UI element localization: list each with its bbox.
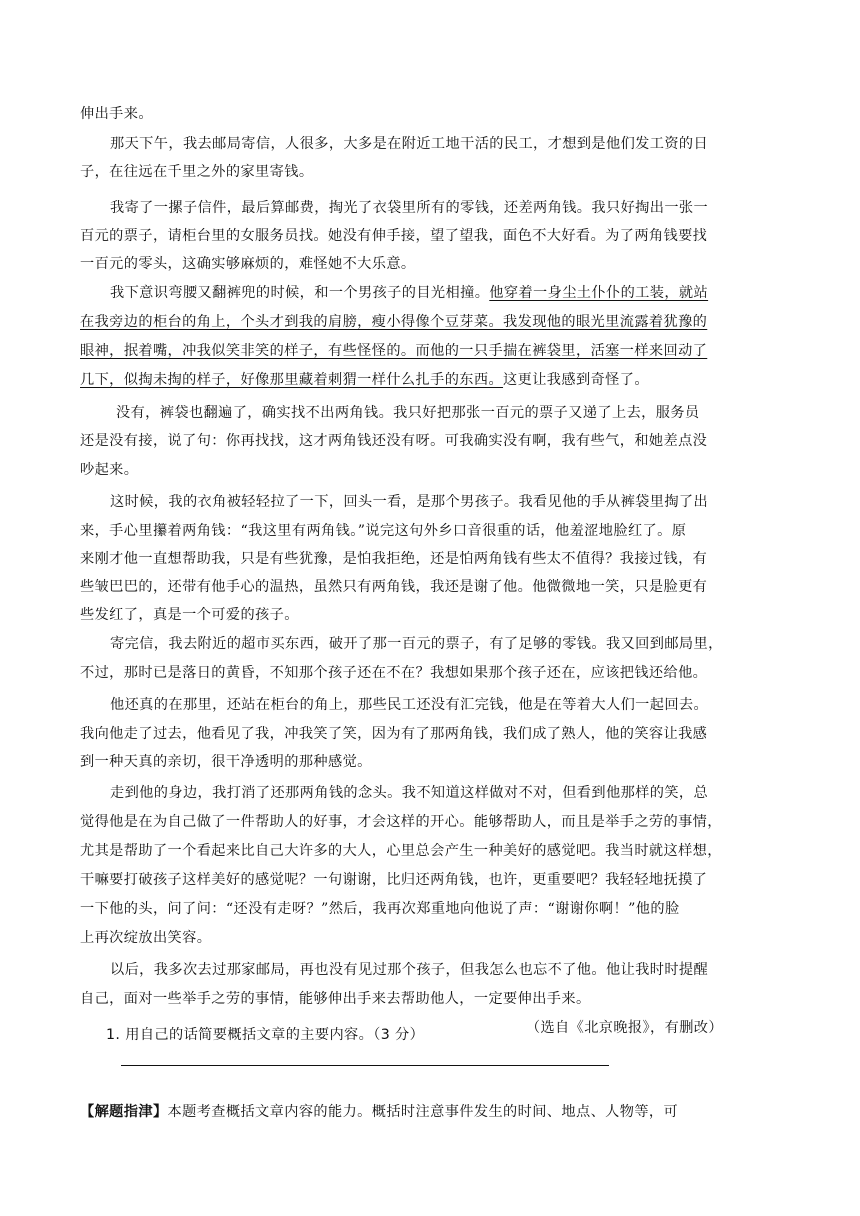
text-line: 我寄了一摞子信件，最后算邮费，掏光了衣袋里所有的零钱，还差两角钱。我只好掏出一张一 — [110, 200, 709, 216]
underlined-passage: 在我旁边的柜台的角上，个头才到我的肩膀，瘦小得像个豆芽菜。我发现他的眼光里流露着犹豫的 — [80, 314, 708, 330]
underlined-passage: 眼神，抿着嘴，冲我似笑非笑的样子，有些怪怪的。而他的一只手揣在裤袋里，活塞一样来回动了 — [80, 343, 708, 359]
text-line: 以后，我多次去过那家邮局，再也没有见过那个孩子，但我怎么也忘不了他。他让我时时提醒 — [110, 962, 709, 978]
text-line: 一下他的头，问了问：“还没有走呀？”然后，我再次郑重地向他说了声：“谢谢你啊！”他的脸 — [80, 901, 680, 917]
text-line: 来刚才他一直想帮助我，只是有些犹豫，是怕我拒绝，还是怕两角钱有些太不值得？我接过钱，有 — [80, 551, 708, 567]
tip-label: 【解题指津】 — [80, 1104, 168, 1120]
source-citation: （选自《北京晚报》，有删改） — [525, 1020, 723, 1036]
text-line: 寄完信，我去附近的超市买东西，破开了那一百元的票子，有了足够的零钱。我又回到邮局里， — [110, 636, 723, 652]
text-line: 些皱巴巴的，还带有他手心的温热，虽然只有两角钱，我还是谢了他。他微微地一笑，只是脸更有 — [80, 579, 708, 595]
text-line: 吵起来。 — [80, 462, 139, 478]
text-line: 走到他的身边，我打消了还那两角钱的念头。我不知道这样做对不对，但看到他那样的笑，总 — [110, 785, 709, 801]
underlined-passage: 几下，似掏未掏的样子，好像那里藏着刺猬一样什么扎手的东西。 — [80, 372, 504, 388]
text-line: 一百元的零头，这确实够麻烦的，难怪她不大乐意。 — [80, 256, 416, 272]
text-segment: 我下意识弯腰又翻裤兜的时候，和一个男孩子的目光相撞。 — [110, 285, 490, 301]
text-line: 尤其是帮助了一个看起来比自己大许多的大人，心里总会产生一种美好的感觉吧。我当时就这样想， — [80, 843, 722, 859]
tip-text: 本题考查概括文章内容的能力。概括时注意事件发生的时间、地点、人物等，可 — [167, 1104, 679, 1120]
text-line: 上再次绽放出笑容。 — [80, 930, 212, 946]
text-line: 我向他走了过去，他看见了我，冲我笑了笑，因为有了那两角钱，我们成了熟人，他的笑容让我感 — [80, 726, 708, 742]
text-line: 些发红了，真是一个可爱的孩子。 — [80, 607, 299, 623]
solution-tip — [80, 1102, 678, 1122]
text-line: 来，手心里攥着两角钱：“我这里有两角钱。”说完这句外乡口音很重的话，他羞涩地脸红了。原 — [80, 523, 687, 539]
text-line: 百元的票子，请柜台里的女服务员找。她没有伸手接，望了望我，面色不大好看。为了两角钱要找 — [80, 228, 708, 244]
text-line: 子，在往远在千里之外的家里寄钱。 — [80, 164, 314, 180]
text-line: 这时候，我的衣角被轻轻拉了一下，回头一看，是那个男孩子。我看见他的手从裤袋里掏了出 — [110, 494, 709, 510]
text-line: 他还真的在那里，还站在柜台的角上，那些民工还没有汇完钱，他是在等着大人们一起回去。 — [110, 697, 709, 713]
answer-line[interactable] — [121, 1065, 609, 1066]
underlined-passage: 他穿着一身尘土仆仆的工装，就站 — [489, 285, 709, 301]
text-line: 干嘛要打破孩子这样美好的感觉呢？一句谢谢，比归还两角钱，也许，更重要吧？我轻轻地抚摸了 — [80, 872, 708, 888]
text-line — [110, 283, 708, 303]
text-line: 觉得他是在为自己做了一件帮助人的好事，才会这样的开心。能够帮助人，而且是举手之劳的事情， — [80, 814, 722, 830]
text-line: 伸出手来。 — [80, 106, 153, 122]
text-line: 到一种天真的亲切，很干净透明的那种感觉。 — [80, 754, 372, 770]
text-line — [80, 370, 649, 390]
text-line: 没有，裤袋也翻遍了，确实找不出两角钱。我只好把那张一百元的票子又递了上去，服务员 — [116, 405, 700, 421]
question-1: 1. 用自己的话简要概括文章的主要内容。（3 分） — [106, 1027, 425, 1043]
text-line: 不过，那时已是落日的黄昏，不知那个孩子还在不在？我想如果那个孩子还在，应该把钱还给他。 — [80, 665, 708, 681]
text-line: 那天下午，我去邮局寄信，人很多，大多是在附近工地干活的民工，才想到是他们发工资的日 — [110, 136, 709, 152]
text-line: 还是没有接，说了句：你再找找，这才两角钱还没有呀。可我确实没有啊，我有些气，和她差点没 — [80, 433, 708, 449]
text-segment: 这更让我感到奇怪了。 — [503, 372, 649, 388]
text-line: 自己，面对一些举手之劳的事情，能够伸出手来去帮助他人，一定要伸出手来。 — [80, 991, 591, 1007]
